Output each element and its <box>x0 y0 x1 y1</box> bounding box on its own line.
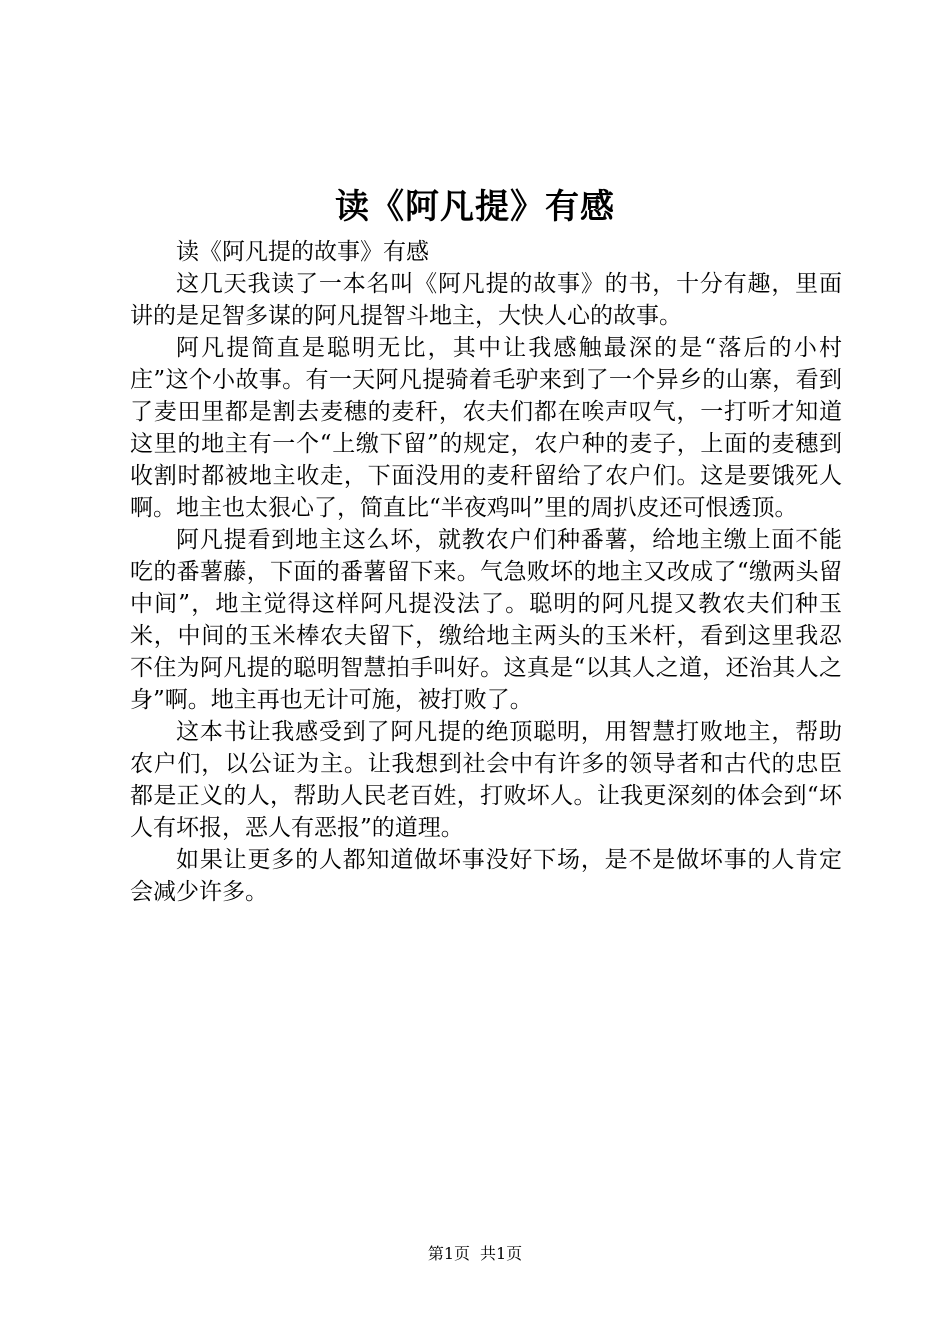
page-footer <box>0 1243 950 1265</box>
body-paragraph: 这本书让我感受到了阿凡提的绝顶聪明，用智慧打败地主，帮助农户们，以公证为主。让我想到社会中有许多的领导者和古代的忠臣都是正义的人，帮助人民老百姓，打败坏人。让我更深刻的体会到“坏人有坏报，恶人有恶报”的道理。 <box>130 719 842 841</box>
body-paragraph: 这几天我读了一本名叫《阿凡提的故事》的书，十分有趣，里面讲的是足智多谋的阿凡提智斗地主，大快人心的故事。 <box>130 271 842 329</box>
body-paragraph: 如果让更多的人都知道做坏事没好下场，是不是做坏事的人肯定会减少许多。 <box>130 847 842 905</box>
body-paragraph: 阿凡提看到地主这么坏，就教农户们种番薯，给地主缴上面不能吃的番薯藤，下面的番薯留下来。气急败坏的地主又改成了“缴两头留中间”，地主觉得这样阿凡提没法了。聪明的阿凡提又教农夫们种玉米，中间的玉米棒农夫留下，缴给地主两头的玉米杆，看到这里我忍不住为阿凡提的聪明智慧拍手叫好。这真是“以其人之道，还治其人之身”啊。地主再也无计可施，被打败了。 <box>130 527 842 713</box>
page-number: 第1页 <box>427 1244 470 1263</box>
document-title: 读《阿凡提》有感 <box>335 187 615 227</box>
subtitle-paragraph: 读《阿凡提的故事》有感 <box>176 239 429 265</box>
page-total: 共1页 <box>480 1244 523 1263</box>
document-body <box>130 236 842 908</box>
body-paragraph: 阿凡提简直是聪明无比，其中让我感触最深的是“落后的小村庄”这个小故事。有一天阿凡提骑着毛驴来到了一个异乡的山寨，看到了麦田里都是割去麦穗的麦秆，农夫们都在唉声叹气，一打听才知道这里的地主有一个“上缴下留”的规定，农户种的麦子，上面的麦穗到收割时都被地主收走，下面没用的麦秆留给了农户们。这是要饿死人啊。地主也太狠心了，简直比“半夜鸡叫”里的周扒皮还可恨透顶。 <box>130 335 842 521</box>
